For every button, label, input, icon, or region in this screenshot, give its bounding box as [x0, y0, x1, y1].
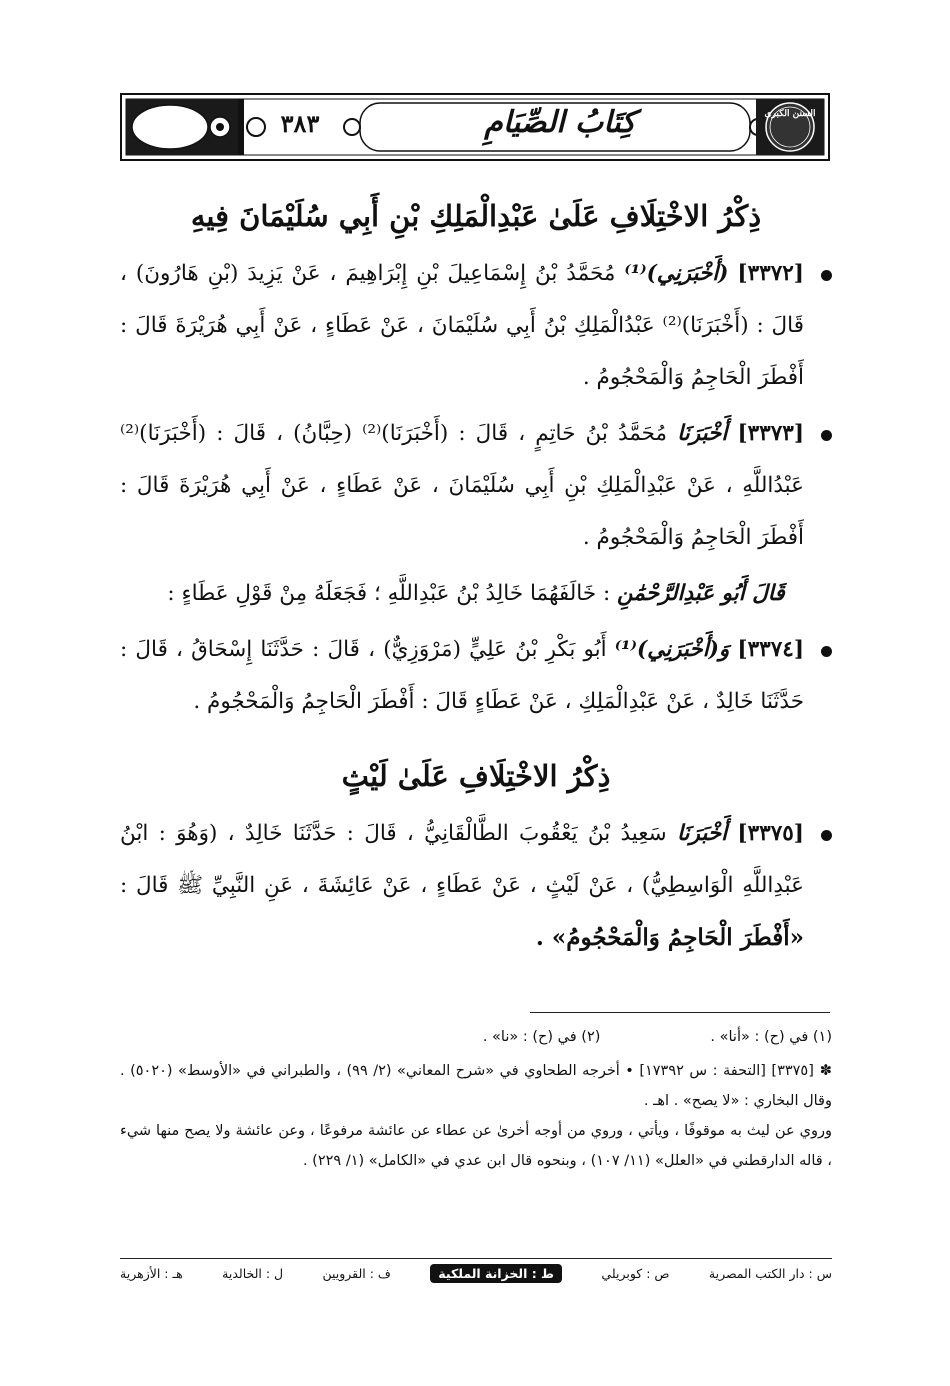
- legend-item: س : دار الكتب المصرية: [708, 1266, 832, 1281]
- footnotes: [120, 1020, 832, 1176]
- footnote-1: (١) في (ح) : «أنا» .: [710, 1029, 832, 1045]
- hadith-number: [٣٣٧٣]: [737, 421, 805, 446]
- hadith-3374: [120, 624, 832, 728]
- hadith-text: أَبُو بَكْرِ بْنُ عَلِيٍّ (مَرْوَزِيٌّ) ، قَالَ : حَدَّثَنَا إِسْحَاقُ ، قَالَ : حَدَّثَنَا خَالِدٌ ، عَنْ عَبْدِالْمَلِكِ ، عَنْ عَطَاءٍ قَالَ : أَفْطَرَ الْحَاجِمُ وَالْمَحْجُومُ .: [120, 637, 804, 714]
- hadith-lead: أَخْبَرَنَا: [677, 421, 728, 446]
- hadith-number: [٣٣٧٥]: [737, 821, 804, 846]
- legend-item: ف : القرويين: [322, 1266, 391, 1281]
- hadith-lead: أَخْبَرَنَا: [676, 821, 728, 846]
- asterisk-icon: ✽: [813, 1063, 832, 1079]
- footnote-row: [120, 1022, 832, 1052]
- bullet-icon: [821, 270, 832, 281]
- page-header: [120, 93, 830, 161]
- seal-logo-text: السنن الكبرى: [764, 109, 816, 119]
- book-title: كِتَابُ الصِّيَامِ: [484, 105, 636, 140]
- hadith-number: [٣٣٧٤]: [737, 637, 804, 662]
- hadith-3375: [120, 808, 832, 965]
- hadith-text: مُحَمَّدُ بْنُ حَاتِمٍ ، قَالَ : (أَخْبَرَنَا)⁽²⁾ (حِبَّانُ) ، قَالَ : (أَخْبَرَنَا)⁽²⁾ عَبْدُاللَّهِ ، عَنْ عَبْدِالْمَلِكِ بْنِ أَبِي سُلَيْمَانَ ، عَنْ عَطَاءٍ ، عَنْ أَبِي هُرَيْرَةَ قَالَ : أَفْطَرَ الْحَاجِمُ وَالْمَحْجُومُ .: [120, 421, 804, 550]
- takhrij-text: [٣٣٧٥] [التحفة : س ١٧٣٩٢] • أخرجه الطحاوي في «شرح المعاني» (٢/ ٩٩) ، والطبراني في «الأوسط» (٥٠٢٠) . وقال البخاري : «لا يصح» . اهـ .: [120, 1063, 832, 1109]
- legend-item: ل : الخالدية: [222, 1266, 284, 1281]
- main-text: [120, 190, 832, 965]
- footnote-2: (٢) في (ح) : «نا» .: [482, 1029, 601, 1045]
- comment-text: : خَالَفَهُمَا خَالِدُ بْنُ عَبْدِاللَّهِ ؛ فَجَعَلَهُ مِنْ قَوْلِ عَطَاءٍ :: [167, 581, 611, 606]
- legend-item-highlighted: ط : الخزانة الملكية: [430, 1264, 562, 1283]
- bullet-icon: [821, 830, 832, 841]
- bullet-icon: [821, 646, 832, 657]
- legend-item: هـ : الأزهرية: [120, 1266, 183, 1281]
- takhrij-note: [120, 1056, 832, 1116]
- legend-item: ص : كوبريلي: [601, 1266, 670, 1281]
- hadith-lead: (أَخْبَرَنِي)⁽¹⁾: [624, 261, 729, 286]
- hadith-number: [٣٣٧٢]: [737, 261, 804, 286]
- page-number: ٣٨٣: [280, 109, 320, 138]
- footnote-separator: [530, 1012, 830, 1013]
- bullet-icon: [821, 430, 832, 441]
- hadith-text: سَعِيدُ بْنُ يَعْقُوبَ الطَّالْقَانِيُّ ، قَالَ : حَدَّثَنَا خَالِدٌ ، (وَهُوَ : ابْنُ عَبْدِاللَّهِ الْوَاسِطِيُّ) ، عَنْ لَيْثٍ ، عَنْ عَطَاءٍ ، عَنْ عَائِشَةَ ، عَنِ النَّبِيِّ ﷺ قَالَ :: [120, 821, 804, 898]
- author-comment: [120, 568, 832, 620]
- legend-separator: [120, 1258, 832, 1259]
- section-title: ذِكْرُ الاخْتِلَافِ عَلَىٰ عَبْدِالْمَلِكِ بْنِ أَبِي سُلَيْمَانَ فِيهِ: [190, 199, 762, 233]
- hadith-3372: [120, 248, 832, 404]
- section-title: ذِكْرُ الاخْتِلَافِ عَلَىٰ لَيْثٍ: [341, 759, 611, 793]
- takhrij-note-continued: وروي عن ليث به موقوفًا ، ويأتي ، وروي من أوجه أخرىٰ عن عطاء عن عائشة مرفوعًا ، وعن عائشة ولا يصح منها شيء ، قاله الدارقطني في «العلل» (١١/ ١٠٧) ، وبنحوه قال ابن عدي في «الكامل» (١/ ٢٢٩) .: [120, 1123, 832, 1169]
- manuscript-legend: [120, 1264, 832, 1283]
- hadith-lead: وَ(أَخْبَرَنِي)⁽¹⁾: [614, 637, 730, 662]
- comment-lead: قَالَ أَبُو عَبْدِالرَّحْمَٰنِ: [617, 581, 785, 606]
- hadith-text: مُحَمَّدُ بْنُ إِسْمَاعِيلَ بْنِ إِبْرَاهِيمَ ، عَنْ يَزِيدَ (بْنِ هَارُونَ) ، قَالَ : (أَخْبَرَنَا)⁽²⁾ عَبْدُالْمَلِكِ بْنُ أَبِي سُلَيْمَانَ ، عَنْ عَطَاءٍ ، عَنْ أَبِي هُرَيْرَةَ قَالَ : أَفْطَرَ الْحَاجِمُ وَالْمَحْجُومُ .: [120, 261, 805, 390]
- hadith-3373: [120, 408, 832, 564]
- hadith-quote: «أَفْطَرَ الْحَاجِمُ وَالْمَحْجُومُ» .: [535, 924, 804, 951]
